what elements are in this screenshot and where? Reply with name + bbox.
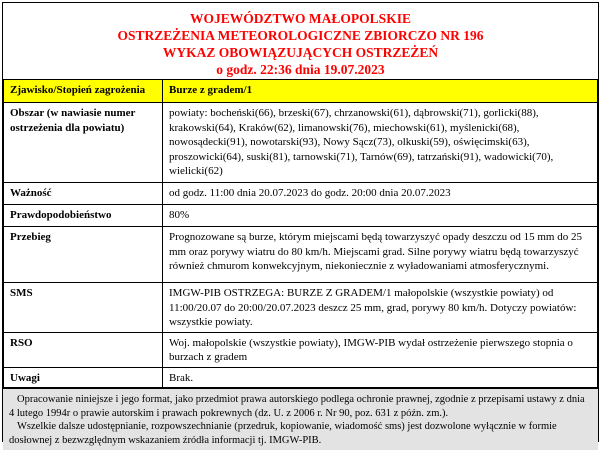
voivodeship-title: WOJEWÓDZTWO MAŁOPOLSKIE [190,11,411,26]
row-label: Ważność [4,183,163,205]
row-value: powiaty: bocheński(66), brzeski(67), chrzanowski(61), dąbrowski(71), gorlicki(88), krakowski(64), Kraków(62), limanowski(76), miechowski(61), myślenicki(68), nowosądecki(91), nowotarski(93), Nowy Sącz(73), olkuski(59), oświęcimski(63), proszowicki(64), suski(81), tarnowski(71), Tarnów(69), tatrzański(91), wadowicki(70), wielicki(62) [163,103,598,183]
table-row-sms [4,283,598,333]
warning-table [3,79,598,388]
warning-bulletin-sheet [2,2,599,446]
bulletin-subtitle: WYKAZ OBOWIĄZUJĄCYCH OSTRZEŻEŃ [162,45,439,60]
table-row-phenomenon [4,80,598,103]
row-label: Prawdopodobieństwo [4,205,163,227]
issue-datetime: o godz. 22:36 dnia 19.07.2023 [216,62,385,77]
copyright-paragraph-1: Opracowanie niniejsze i jego format, jako przedmiot prawa autorskiego podlega ochronie prawnej, zgodnie z przepisami ustawy z dnia 4 lutego 1994r o prawie autorskim i prawach pokrewnych (dz. U. z 2006 r. Nr 90, poz. 631 z późn. zm.). [9,394,585,419]
row-value: od godz. 11:00 dnia 20.07.2023 do godz. 20:00 dnia 20.07.2023 [163,183,598,205]
row-value: Brak. [163,367,598,388]
row-label: RSO [4,332,163,367]
table-row-area [4,103,598,183]
bulletin-number-title: OSTRZEŻENIA METEOROLOGICZNE ZBIORCZO NR 196 [117,28,484,43]
row-value: 80% [163,205,598,227]
row-label: Przebieg [4,227,163,283]
copyright-paragraph-2: Wszelkie dalsze udostępnianie, rozpowszechnianie (przedruk, kopiowanie, wiadomość sms) jest dozwolone wyłącznie w formie dosłownej z bezwzględnym wskazaniem źródła informacji tj. IMGW-PIB. [9,421,557,446]
table-row-course [4,227,598,283]
bulletin-title-block [3,3,598,79]
table-row-notes [4,367,598,388]
row-value: Prognozowane są burze, którym miejscami będą towarzyszyć opady deszczu od 15 mm do 25 mm oraz porywy wiatru do 80 km/h. Miejscami grad. Silne porywy wiatru będą towarzyszyć również chmurom konwekcyjnym, niekoniecznie z wyładowaniami atmosferycznymi. [163,227,598,283]
table-row-validity [4,183,598,205]
row-label: Uwagi [4,367,163,388]
row-value: IMGW-PIB OSTRZEGA: BURZE Z GRADEM/1 małopolskie (wszystkie powiaty) od 11:00/20.07 do 20:00/20.07.2023 deszcz 25 mm, grad, porywy 80 km/h. Dotyczy powiatów: wszystkie powiaty. [163,283,598,333]
table-row-probability [4,205,598,227]
table-row-rso [4,332,598,367]
row-label: Obszar (w nawiasie numer ostrzeżenia dla powiatu) [4,103,163,183]
row-value: Burze z gradem/1 [163,80,598,103]
row-label: Zjawisko/Stopień zagrożenia [4,80,163,103]
row-label: SMS [4,283,163,333]
row-value: Woj. małopolskie (wszystkie powiaty), IMGW-PIB wydał ostrzeżenie pierwszego stopnia o burzach z gradem [163,332,598,367]
copyright-footer [3,388,598,450]
